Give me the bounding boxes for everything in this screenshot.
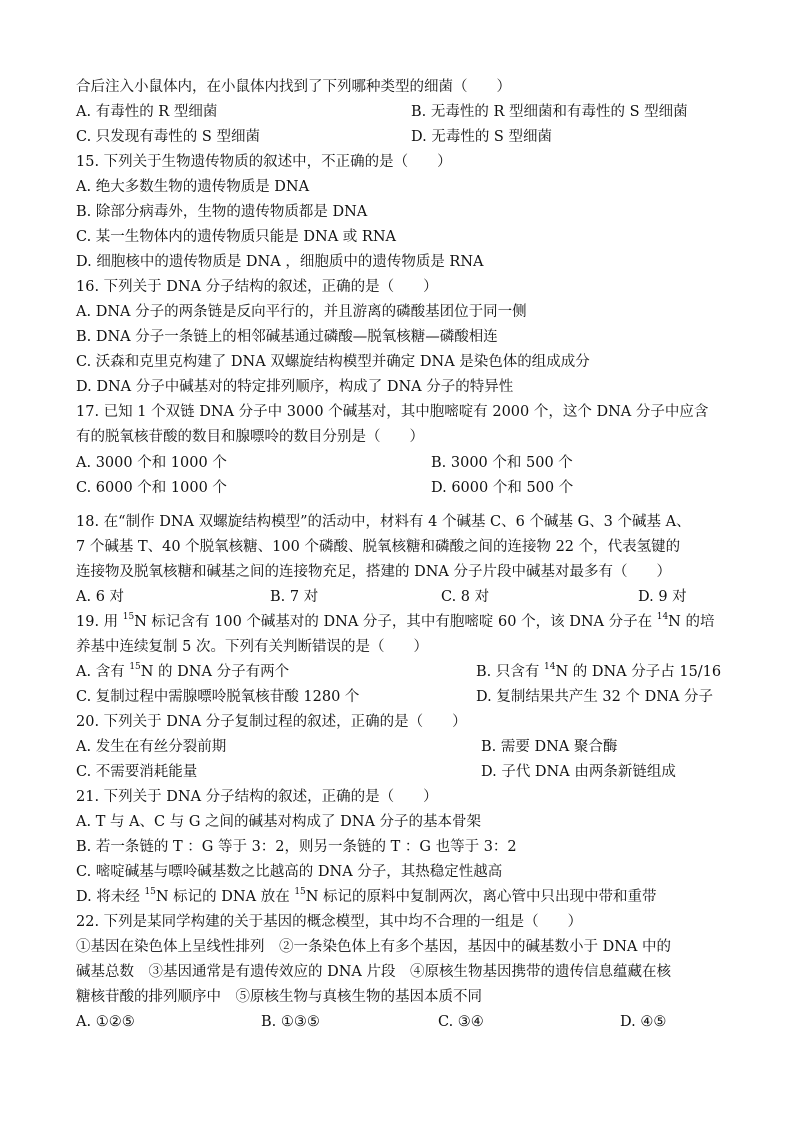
q22-option-d: D. ④⑤ <box>620 1014 667 1030</box>
q15-stem: 15. 下列关于生物遗传物质的叙述中，不正确的是（ ） <box>76 154 452 170</box>
q16-option-a: A. DNA 分子的两条链是反向平行的，并且游离的磷酸基团位于同一侧 <box>76 304 527 320</box>
q18-option-c: C. 8 对 <box>441 589 490 605</box>
q22-statements-line2: 碱基总数 ③基因通常是有遗传效应的 DNA 片段 ④原核生物基因携带的遗传信息蕴藏在核 <box>76 964 671 980</box>
q17-stem-line2: 有的脱氧核苷酸的数目和腺嘌呤的数目分别是（ ） <box>76 429 424 445</box>
q21-stem: 21. 下列关于 DNA 分子结构的叙述，正确的是（ ） <box>76 789 438 805</box>
q15-option-d: D. 细胞核中的遗传物质是 DNA ，细胞质中的遗传物质是 RNA <box>76 254 484 270</box>
q21-option-a: A. T 与 A、C 与 G 之间的碱基对构成了 DNA 分子的基本骨架 <box>76 814 482 830</box>
q14-option-b: B. 无毒性的 R 型细菌和有毒性的 S 型细菌 <box>411 104 688 120</box>
q16-stem: 16. 下列关于 DNA 分子结构的叙述，正确的是（ ） <box>76 279 438 295</box>
q17-option-c: C. 6000 个和 1000 个 <box>76 480 227 496</box>
q22-statements-line3: 糖核苷酸的排列顺序中 ⑤原核生物与真核生物的基因本质不同 <box>76 989 482 1005</box>
q18-option-a: A. 6 对 <box>76 589 125 605</box>
q16-option-c: C. 沃森和克里克构建了 DNA 双螺旋结构模型并确定 DNA 是染色体的组成成分 <box>76 354 590 370</box>
q14-stem-continuation: 合后注入小鼠体内，在小鼠体内找到了下列哪种类型的细菌（ ） <box>76 79 511 95</box>
q20-option-b: B. 需要 DNA 聚合酶 <box>481 739 618 755</box>
q22-statements-line1: ①基因在染色体上呈线性排列 ②一条染色体上有多个基因，基因中的碱基数小于 DNA 中的 <box>76 939 671 955</box>
q14-option-d: D. 无毒性的 S 型细菌 <box>411 129 552 145</box>
q14-option-c: C. 只发现有毒性的 S 型细菌 <box>76 129 260 145</box>
q21-option-d: D. 将未经 $^{15}$N 标记的 DNA 放在 $^{15}$N 标记的原料中复制两次，离心管中只出现中带和重带 <box>76 887 657 905</box>
q18-stem-line3: 连接物及脱氧核糖和碱基之间的连接物充足，搭建的 DNA 分子片段中碱基对最多有（ ） <box>76 564 671 580</box>
q15-option-b: B. 除部分病毒外，生物的遗传物质都是 DNA <box>76 204 368 220</box>
q21-option-c: C. 嘧啶碱基与嘌呤碱基数之比越高的 DNA 分子，其热稳定性越高 <box>76 864 503 880</box>
q22-option-a: A. ①②⑤ <box>76 1014 135 1030</box>
q15-option-a: A. 绝大多数生物的遗传物质是 DNA <box>76 179 310 195</box>
q19-option-d: D. 复制结果共产生 32 个 DNA 分子 <box>476 689 713 705</box>
q20-stem: 20. 下列关于 DNA 分子复制过程的叙述，正确的是（ ） <box>76 714 467 730</box>
q18-option-d: D. 9 对 <box>638 589 687 605</box>
q18-stem-line1: 18. 在“制作 DNA 双螺旋结构模型”的活动中，材料有 4 个碱基 C、6 个碱基 G、3 个碱基 A、 <box>76 514 691 530</box>
q22-stem: 22. 下列是某同学构建的关于基因的概念模型，其中均不合理的一组是（ ） <box>76 914 583 930</box>
q19-stem-line2: 养基中连续复制 5 次。下列有关判断错误的是（ ） <box>76 639 428 655</box>
q22-option-b: B. ①③⑤ <box>261 1014 320 1030</box>
q19-stem-line1: 19. 用 $^{15}$N 标记含有 100 个碱基对的 DNA 分子，其中有胞嘧啶 60 个，该 DNA 分子在 $^{14}$N 的培 <box>76 612 715 630</box>
q20-option-a: A. 发生在有丝分裂前期 <box>76 739 227 755</box>
q18-stem-line2: 7 个碱基 T、40 个脱氧核糖、100 个磷酸、脱氧核糖和磷酸之间的连接物 22 个，代表氢键的 <box>76 539 681 555</box>
q18-option-b: B. 7 对 <box>270 589 319 605</box>
q16-option-d: D. DNA 分子中碱基对的特定排列顺序，构成了 DNA 分子的特异性 <box>76 379 514 395</box>
q19-option-a: A. 含有 $^{15}$N 的 DNA 分子有两个 <box>76 662 290 680</box>
q15-option-c: C. 某一生物体内的遗传物质只能是 DNA 或 RNA <box>76 229 396 245</box>
q17-option-a: A. 3000 个和 1000 个 <box>76 455 227 471</box>
q20-option-c: C. 不需要消耗能量 <box>76 764 198 780</box>
q22-option-c: C. ③④ <box>438 1014 484 1030</box>
q14-option-a: A. 有毒性的 R 型细菌 <box>76 104 218 120</box>
q16-option-b: B. DNA 分子一条链上的相邻碱基通过磷酸—脱氧核糖—磷酸相连 <box>76 329 498 345</box>
q21-option-b: B. 若一条链的 T ：G 等于 3：2，则另一条链的 T ：G 也等于 3：2 <box>76 839 517 855</box>
q19-option-b: B. 只含有 $^{14}$N 的 DNA 分子占 15/16 <box>476 662 722 680</box>
q17-option-d: D. 6000 个和 500 个 <box>431 480 574 496</box>
q20-option-d: D. 子代 DNA 由两条新链组成 <box>481 764 676 780</box>
q17-option-b: B. 3000 个和 500 个 <box>431 455 573 471</box>
q17-stem-line1: 17. 已知 1 个双链 DNA 分子中 3000 个碱基对，其中胞嘧啶有 2000 个，这个 DNA 分子中应含 <box>76 404 709 420</box>
q19-option-c: C. 复制过程中需腺嘌呤脱氧核苷酸 1280 个 <box>76 689 360 705</box>
